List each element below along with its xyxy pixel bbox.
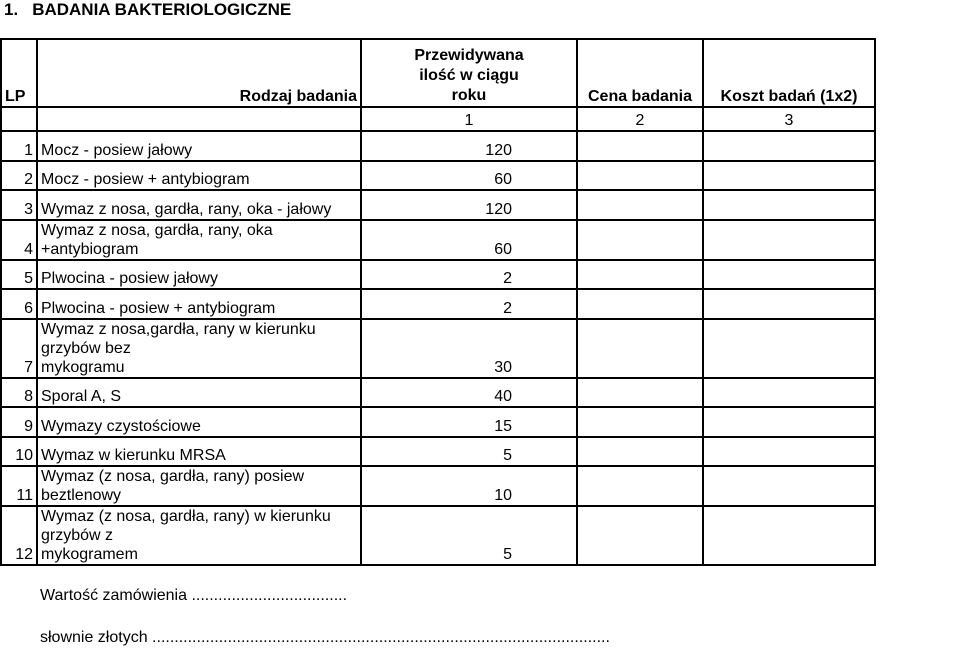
section-number: 1. — [4, 0, 19, 19]
row-lp: 12 — [1, 506, 37, 565]
header-cost: Koszt badań (1x2) — [703, 39, 875, 107]
row-lp: 11 — [1, 466, 37, 506]
row-quantity-value: 60 — [494, 240, 512, 258]
row-price-cell[interactable] — [577, 289, 703, 319]
table-row — [1, 161, 875, 191]
row-test-name-line1: Wymaz (z nosa, gardła, rany) posiew beztlenowy — [41, 468, 305, 504]
table-row — [1, 506, 875, 565]
row-quantity-value: 40 — [494, 388, 512, 405]
table-row — [1, 220, 875, 260]
column-number-1: 1 — [361, 107, 577, 131]
row-cost-cell[interactable] — [703, 289, 875, 319]
row-test-name-line1: Wymaz z nosa, gardła, rany, oka - jałowy — [41, 200, 332, 218]
row-test-name — [37, 466, 361, 506]
in-words-line: słownie złotych ....................................................................................................... — [40, 629, 610, 646]
table-row — [1, 319, 875, 378]
row-quantity-value: 15 — [494, 417, 512, 435]
row-test-name-line1: Plwocina - posiew + antybiogram — [41, 299, 276, 317]
row-test-name-line1: Sporal A, S — [41, 388, 122, 405]
row-quantity-value: 10 — [494, 487, 512, 504]
header-quantity-line2: ilość w ciągu — [419, 67, 519, 84]
table-row — [1, 289, 875, 319]
row-test-name — [37, 190, 361, 220]
row-cost-cell[interactable] — [703, 260, 875, 290]
row-lp: 5 — [1, 260, 37, 290]
row-price-cell[interactable] — [577, 378, 703, 408]
row-test-name-line1: Mocz - posiew + antybiogram — [41, 171, 250, 188]
row-quantity-value: 30 — [494, 358, 512, 376]
header-quantity-line3: roku — [451, 87, 487, 104]
row-test-name — [37, 161, 361, 191]
row-price-cell[interactable] — [577, 506, 703, 565]
row-test-name-line1: Wymaz (z nosa, gardła, rany) w kierunku grzybów z — [41, 508, 331, 544]
row-quantity-value: 5 — [503, 447, 512, 464]
row-quantity-value: 120 — [485, 200, 512, 218]
order-value-line: Wartość zamówienia ................................... — [40, 587, 348, 604]
row-cost-cell[interactable] — [703, 506, 875, 565]
header-lp: LP — [1, 39, 37, 107]
row-price-cell[interactable] — [577, 319, 703, 378]
row-test-name — [37, 378, 361, 408]
row-quantity — [361, 220, 577, 260]
row-quantity — [361, 466, 577, 506]
header-type: Rodzaj badania — [37, 39, 361, 107]
row-price-cell[interactable] — [577, 466, 703, 506]
row-price-cell[interactable] — [577, 220, 703, 260]
row-lp: 10 — [1, 437, 37, 467]
row-test-name-line1: Plwocina - posiew jałowy — [41, 270, 218, 287]
row-quantity — [361, 289, 577, 319]
row-cost-cell[interactable] — [703, 319, 875, 378]
row-lp: 3 — [1, 190, 37, 220]
row-test-name — [37, 289, 361, 319]
row-price-cell[interactable] — [577, 131, 703, 161]
row-price-cell[interactable] — [577, 437, 703, 467]
header-row — [1, 39, 875, 107]
row-quantity — [361, 131, 577, 161]
header-quantity — [361, 39, 577, 107]
row-quantity-value: 60 — [494, 171, 512, 188]
row-cost-cell[interactable] — [703, 190, 875, 220]
row-price-cell[interactable] — [577, 407, 703, 437]
row-price-cell[interactable] — [577, 190, 703, 220]
header-quantity-line1: Przewidywana — [414, 47, 524, 64]
row-cost-cell[interactable] — [703, 466, 875, 506]
row-quantity-value: 5 — [503, 546, 512, 563]
tests-table — [0, 38, 876, 566]
row-quantity — [361, 319, 577, 378]
row-cost-cell[interactable] — [703, 220, 875, 260]
row-test-name-line2: mykogramu — [41, 358, 125, 376]
section-title-text: BADANIA BAKTERIOLOGICZNE — [32, 0, 292, 19]
column-number-2: 2 — [577, 107, 703, 131]
row-test-name-line1: Mocz - posiew jałowy — [41, 141, 193, 159]
row-test-name — [37, 506, 361, 565]
row-test-name-line1: Wymaz z nosa, gardła, rany, oka +antybiogram — [41, 221, 273, 258]
row-test-name — [37, 131, 361, 161]
row-quantity — [361, 437, 577, 467]
row-price-cell[interactable] — [577, 161, 703, 191]
row-test-name-line2: mykogramem — [41, 546, 138, 563]
row-quantity-value: 2 — [503, 270, 512, 287]
row-cost-cell[interactable] — [703, 407, 875, 437]
row-test-name-line1: Wymazy czystościowe — [41, 417, 201, 435]
row-quantity — [361, 506, 577, 565]
row-quantity-value: 120 — [485, 141, 512, 159]
row-lp: 4 — [1, 220, 37, 260]
row-test-name — [37, 220, 361, 260]
row-lp: 1 — [1, 131, 37, 161]
row-test-name — [37, 319, 361, 378]
table-row — [1, 131, 875, 161]
row-lp: 8 — [1, 378, 37, 408]
table-row — [1, 190, 875, 220]
column-number-row — [1, 107, 875, 131]
row-test-name — [37, 260, 361, 290]
table-row — [1, 466, 875, 506]
row-cost-cell[interactable] — [703, 437, 875, 467]
row-quantity — [361, 161, 577, 191]
row-lp: 7 — [1, 319, 37, 378]
row-quantity — [361, 190, 577, 220]
row-cost-cell[interactable] — [703, 161, 875, 191]
row-test-name-line1: Wymaz w kierunku MRSA — [41, 447, 226, 464]
row-quantity — [361, 260, 577, 290]
row-test-name-line1: Wymaz z nosa,gardła, rany w kierunku grzybów bez — [41, 320, 316, 357]
row-quantity — [361, 378, 577, 408]
row-lp: 6 — [1, 289, 37, 319]
row-lp: 9 — [1, 407, 37, 437]
column-number-3: 3 — [703, 107, 875, 131]
row-quantity-value: 2 — [503, 299, 512, 317]
table-row — [1, 437, 875, 467]
table-row — [1, 378, 875, 408]
row-test-name — [37, 407, 361, 437]
row-lp: 2 — [1, 161, 37, 191]
row-quantity — [361, 407, 577, 437]
row-price-cell[interactable] — [577, 260, 703, 290]
header-price: Cena badania — [577, 39, 703, 107]
row-test-name — [37, 437, 361, 467]
table-row — [1, 407, 875, 437]
row-cost-cell[interactable] — [703, 378, 875, 408]
row-cost-cell[interactable] — [703, 131, 875, 161]
table-row — [1, 260, 875, 290]
section-title — [4, 0, 291, 20]
